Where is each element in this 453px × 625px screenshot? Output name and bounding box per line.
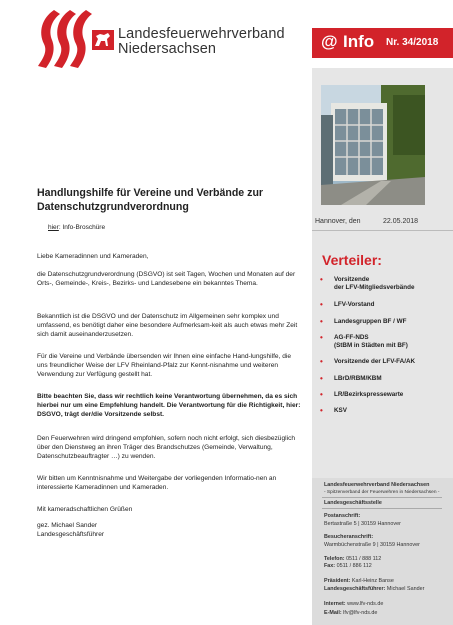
internet-line — [324, 601, 383, 608]
divider — [322, 508, 442, 509]
document-title — [37, 186, 307, 214]
bullet-icon: • — [320, 275, 323, 284]
bullet-icon: • — [320, 333, 323, 342]
org-name — [118, 27, 285, 57]
paragraph-6: Wir bitten um Kenntnisnahme und Weitergabe der vorliegenden Informatio-nen an interessierte Kameradinnen und Kameraden. — [37, 475, 277, 492]
closing: Mit kameradschaftlichen Grüßen — [37, 506, 133, 513]
org-name-line2: Niedersachsen — [118, 41, 217, 57]
verteiler-title: Verteiler: — [322, 252, 382, 268]
building-photo — [321, 85, 425, 205]
postal-label: Postanschrift: — [324, 513, 361, 519]
president-label: Präsident: — [324, 578, 351, 584]
phone-label: Telefon: — [324, 556, 345, 562]
contact-org-sub: - Spitzenverband der Feuerwehren in Niedersachsen - — [324, 490, 440, 495]
bullet-icon: • — [320, 406, 323, 415]
paragraph-4: Bitte beachten Sie, dass wir rechtlich keine Verantwortung übernehmen, da es sich hierbei nur um eine Empfehlung handelt. Die Verantwortung für die Richtigkeit, hier: DSGVO, trägt der/die Vorsitzende selbst. — [37, 393, 301, 419]
internet-link[interactable]: www.lfv-nds.de — [347, 601, 384, 607]
salutation: Liebe Kameradinnen und Kameraden, — [37, 253, 149, 260]
email-line — [324, 610, 377, 617]
fax-line — [324, 563, 372, 570]
paragraph-1: die Datenschutzgrundverordnung (DSGVO) ist seit Tagen, Wochen und Monaten auf der Orts-, Gemeinde-, Kreis-, Bezirks- und Landesebene ein bekanntes Thema. — [37, 271, 296, 288]
bullet-icon: • — [320, 390, 323, 399]
paragraph-3: Für die Vereine und Verbände übersenden wir Ihnen eine einfache Hand-lungshilfe, die uns freundlicher Weise der LFV Rheinland-Pfalz zur Kennt-nisnahme und weiteren Verwendung zur Verfügung gestellt hat. — [37, 353, 292, 379]
title-line2: Datenschutzgrundverordnung — [37, 201, 189, 213]
contact-org: Landesfeuerwehrverband Niedersachsen — [324, 482, 430, 488]
info-badge — [312, 28, 453, 58]
date-label: Hannover, den — [315, 218, 361, 225]
title-line1: Handlungshilfe für Vereine und Verbände zur — [37, 187, 264, 199]
visit-address: Warmbüchenstraße 9 | 30159 Hannover — [324, 542, 420, 548]
at-symbol: @ — [321, 32, 338, 51]
contact-office: Landesgeschäftsstelle — [324, 500, 382, 506]
hier-label: hier — [48, 224, 59, 231]
phone-value: 0511 / 888 112 — [346, 556, 382, 562]
subject-line — [48, 224, 105, 231]
signer-name: gez. Michael Sander — [37, 522, 98, 529]
president-value: Karl-Heinz Banse — [351, 578, 394, 584]
lfv-logo — [36, 8, 116, 70]
manager-value: Michael Sander — [386, 586, 425, 592]
bullet-icon: • — [320, 317, 323, 326]
signer-title: Landesgeschäftsführer — [37, 531, 105, 538]
president-line — [324, 578, 394, 585]
bullet-icon: • — [320, 374, 323, 383]
hier-text: : Info-Broschüre — [58, 224, 106, 231]
phone-line — [324, 556, 381, 563]
fax-value: 0511 / 886 112 — [336, 563, 372, 569]
email-link[interactable]: lfv@lfv-nds.de — [343, 610, 378, 616]
org-name-line1: Landesfeuerwehrverband — [118, 26, 285, 42]
bullet-icon: • — [320, 300, 323, 309]
internet-label: Internet: — [324, 601, 346, 607]
email-label: E-Mail: — [324, 610, 342, 616]
manager-line — [324, 586, 424, 593]
date-value: 22.05.2018 — [383, 218, 419, 225]
info-number: Nr. 34/2018 — [386, 37, 439, 48]
paragraph-5: Den Feuerwehren wird dringend empfohlen, sofern noch nicht erfolgt, sich diesbezüglich über den Dienstweg an ihren Träger des Brandschutzes (Gemeinde, Verwaltung, Datenschutzbeauftragter …) zu wenden. — [37, 435, 296, 461]
divider — [322, 497, 442, 498]
fax-label: Fax: — [324, 563, 336, 569]
manager-label: Landesgeschäftsführer: — [324, 586, 386, 592]
info-word: Info — [343, 32, 375, 51]
divider — [312, 230, 453, 231]
bullet-icon: • — [320, 357, 323, 366]
postal-address: Bertastraße 5 | 30159 Hannover — [324, 521, 401, 527]
visit-label: Besucheranschrift: — [324, 534, 374, 540]
paragraph-2: Bekanntlich ist die DSGVO und der Datenschutz im Allgemeinen sehr komplex und umfassend, es benötigt daher eine besondere Aufmerksam-keit als auch etwas mehr Zeit sich damit auseinanderzusetzen. — [37, 313, 298, 339]
